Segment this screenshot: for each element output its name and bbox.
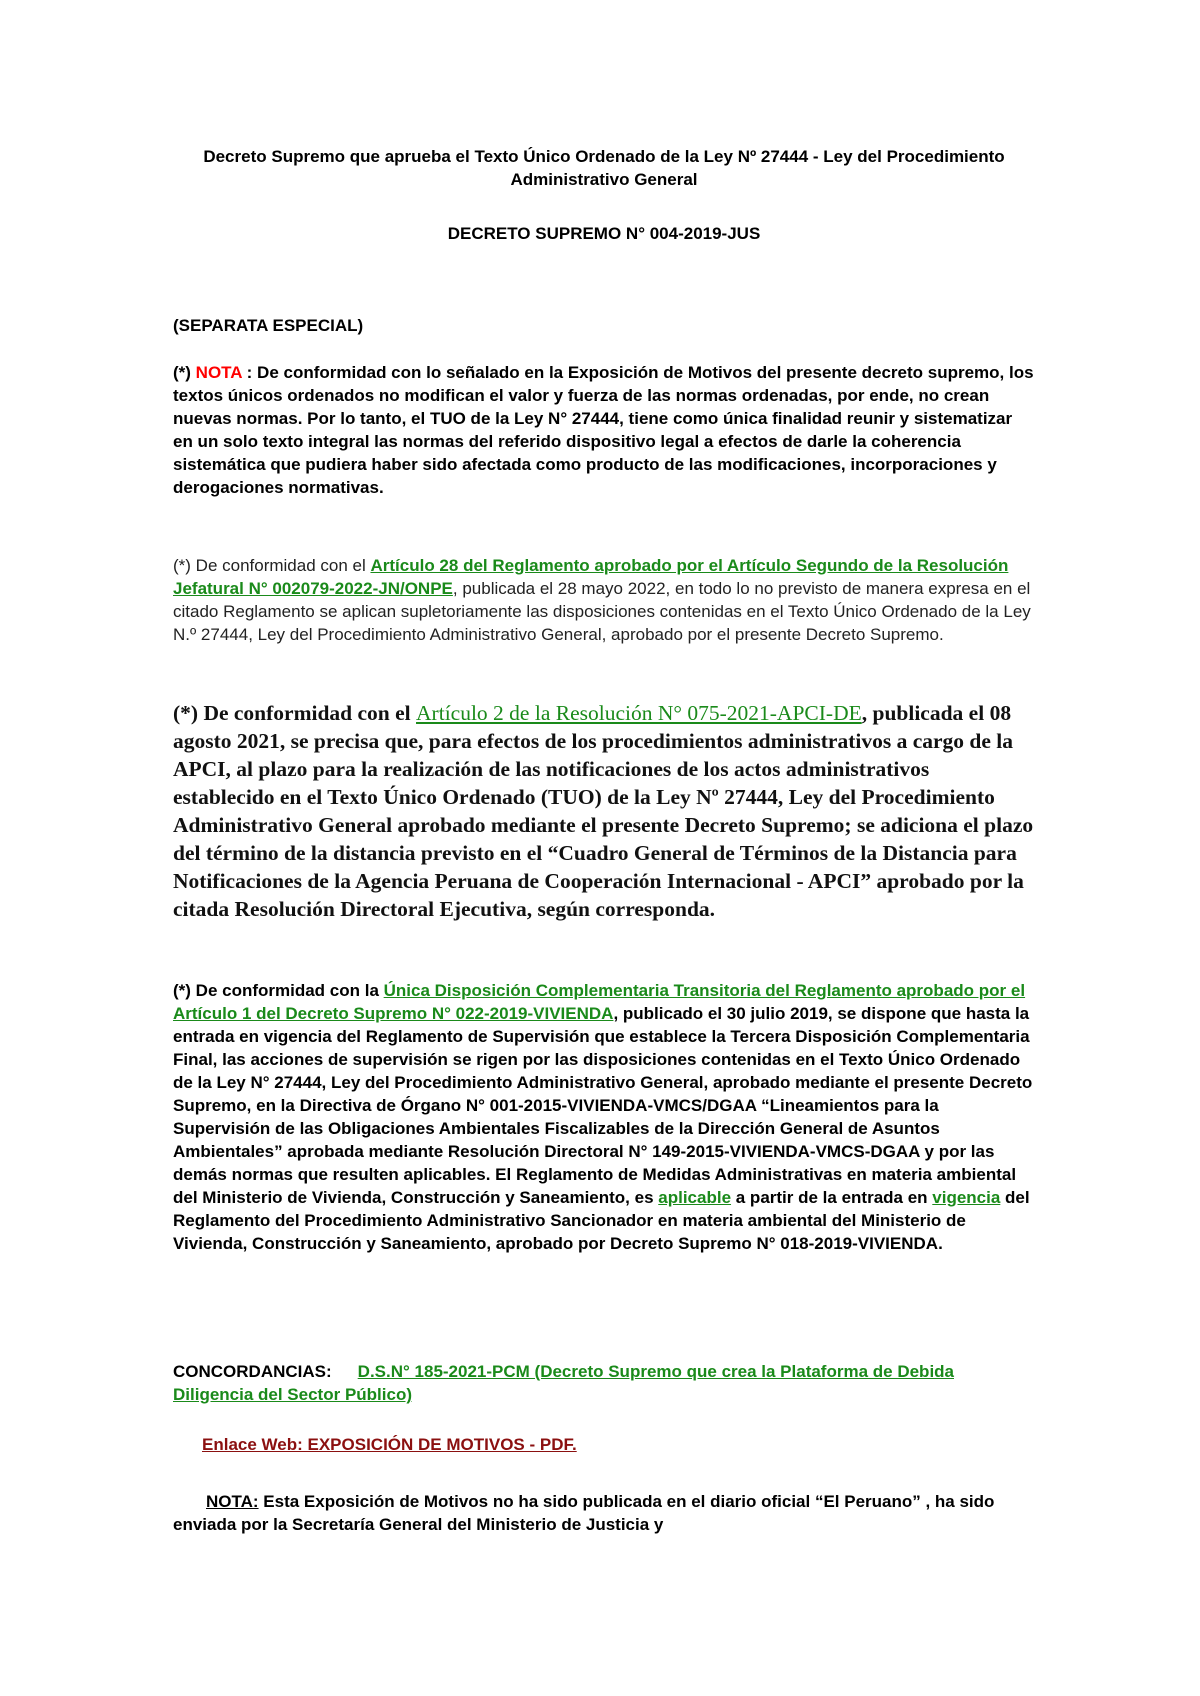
nota-final-paragraph [173, 1490, 1035, 1536]
vivienda-text-2: a partir de la entrada en [731, 1188, 933, 1207]
vivienda-text-3: del Reglamento del Procedimiento Administrativo Sancionador en materia ambiental del Ministerio de Vivienda, Construcción y Saneamiento, aprobado por Decreto Supremo N° 018-2019-VIVIENDA. [173, 1188, 1030, 1253]
apci-prefix: (*) De conformidad con el [173, 701, 417, 725]
vivienda-link[interactable]: Única Disposición Complementaria Transitoria del Reglamento aprobado por el Artículo 1 del Decreto Supremo N° 022-2019-VIVIENDA [173, 981, 1026, 1023]
onpe-paragraph [173, 554, 1035, 646]
vivienda-paragraph [173, 979, 1035, 1255]
onpe-prefix: (*) De conformidad con el [173, 556, 371, 575]
exposicion-motivos-link[interactable]: Enlace Web: EXPOSICIÓN DE MOTIVOS - PDF. [202, 1435, 577, 1454]
document-title: Decreto Supremo que aprueba el Texto Único Ordenado de la Ley Nº 27444 - Ley del Procedimiento Administrativo General [203, 147, 1005, 189]
vivienda-text-1: , publicado el 30 julio 2019, se dispone que hasta la entrada en vigencia del Reglamento de Supervisión que establece la Tercera Disposición Complementaria Final, las acciones de supervisión se rigen por las disposiciones contenidas en el Texto Único Ordenado de la Ley N° 27444, Ley del Procedimiento Administrativo General, aprobado mediante el presente Decreto Supremo, en la Directiva de Órgano N° 001-2015-VIVIENDA-VMCS/DGAA “Lineamientos para la Supervisión de las Obligaciones Ambientales Fiscalizables de la Dirección General de Asuntos Ambientales” aprobada mediante Resolución Directoral N° 149-2015-VIVIENDA-VMCS-DGAA y por las demás normas que resulten aplicables. El Reglamento de Medidas Administrativas en materia ambiental del Ministerio de Vivienda, Construcción y Saneamiento, es [173, 1004, 1033, 1207]
decree-number: DECRETO SUPREMO N° 004-2019-JUS [447, 224, 761, 243]
nota-label: NOTA [195, 363, 242, 382]
vivienda-prefix: (*) De conformidad con la [173, 981, 384, 1000]
nota-prefix: (*) [173, 363, 196, 382]
apci-paragraph [173, 699, 1035, 923]
nota-paragraph [173, 361, 1035, 499]
nota-final-label: NOTA: [206, 1492, 259, 1511]
vigencia-link[interactable]: vigencia [932, 1188, 1001, 1207]
aplicable-link[interactable]: aplicable [658, 1188, 732, 1207]
enlace-paragraph [202, 1433, 1035, 1456]
concordancias-paragraph [173, 1360, 1035, 1406]
onpe-link[interactable]: Artículo 28 del Reglamento aprobado por el Artículo Segundo de la Resolución Jefatural N° 002079-2022-JN/ONPE [173, 556, 1009, 598]
concordancias-label: CONCORDANCIAS: [173, 1362, 332, 1381]
nota-final-text: Esta Exposición de Motivos no ha sido publicada en el diario oficial “El Peruano” , ha sido enviada por la Secretaría General del Ministerio de Justicia y [173, 1492, 995, 1534]
nota-text: : De conformidad con lo señalado en la Exposición de Motivos del presente decreto supremo, los textos únicos ordenados no modifican el valor y fuerza de las normas ordenadas, por ende, no crean nuevas normas. Por lo tanto, el TUO de la Ley N° 27444, tiene como única finalidad reunir y sistematizar en un solo texto integral las normas del referido dispositivo legal a efectos de darle la coherencia sistemática que pudiera haber sido afectada como producto de las modificaciones, incorporaciones y derogaciones normativas. [173, 363, 1034, 497]
apci-link[interactable]: Artículo 2 de la Resolución N° 075-2021-APCI-DE [416, 701, 862, 725]
concordancias-link[interactable]: D.S.N° 185-2021-PCM (Decreto Supremo que crea la Plataforma de Debida Diligencia del Sector Público) [173, 1362, 954, 1404]
separata-label: (SEPARATA ESPECIAL) [173, 316, 364, 335]
onpe-text: , publicada el 28 mayo 2022, en todo lo no previsto de manera expresa en el citado Reglamento se aplican supletoriamente las disposiciones contenidas en el Texto Único Ordenado de la Ley N.º 27444, Ley del Procedimiento Administrativo General, aprobado por el presente Decreto Supremo. [173, 579, 1031, 644]
apci-text: , publicada el 08 agosto 2021, se precisa que, para efectos de los procedimientos administrativos a cargo de la APCI, al plazo para la realización de las notificaciones de los actos administrativos establecido en el Texto Único Ordenado (TUO) de la Ley Nº 27444, Ley del Procedimiento Administrativo General aprobado mediante el presente Decreto Supremo; se adiciona el plazo del término de la distancia previsto en el “Cuadro General de Términos de la Distancia para Notificaciones de la Agencia Peruana de Cooperación Internacional - APCI” aprobado por la citada Resolución Directoral Ejecutiva, según corresponda. [173, 701, 1034, 921]
